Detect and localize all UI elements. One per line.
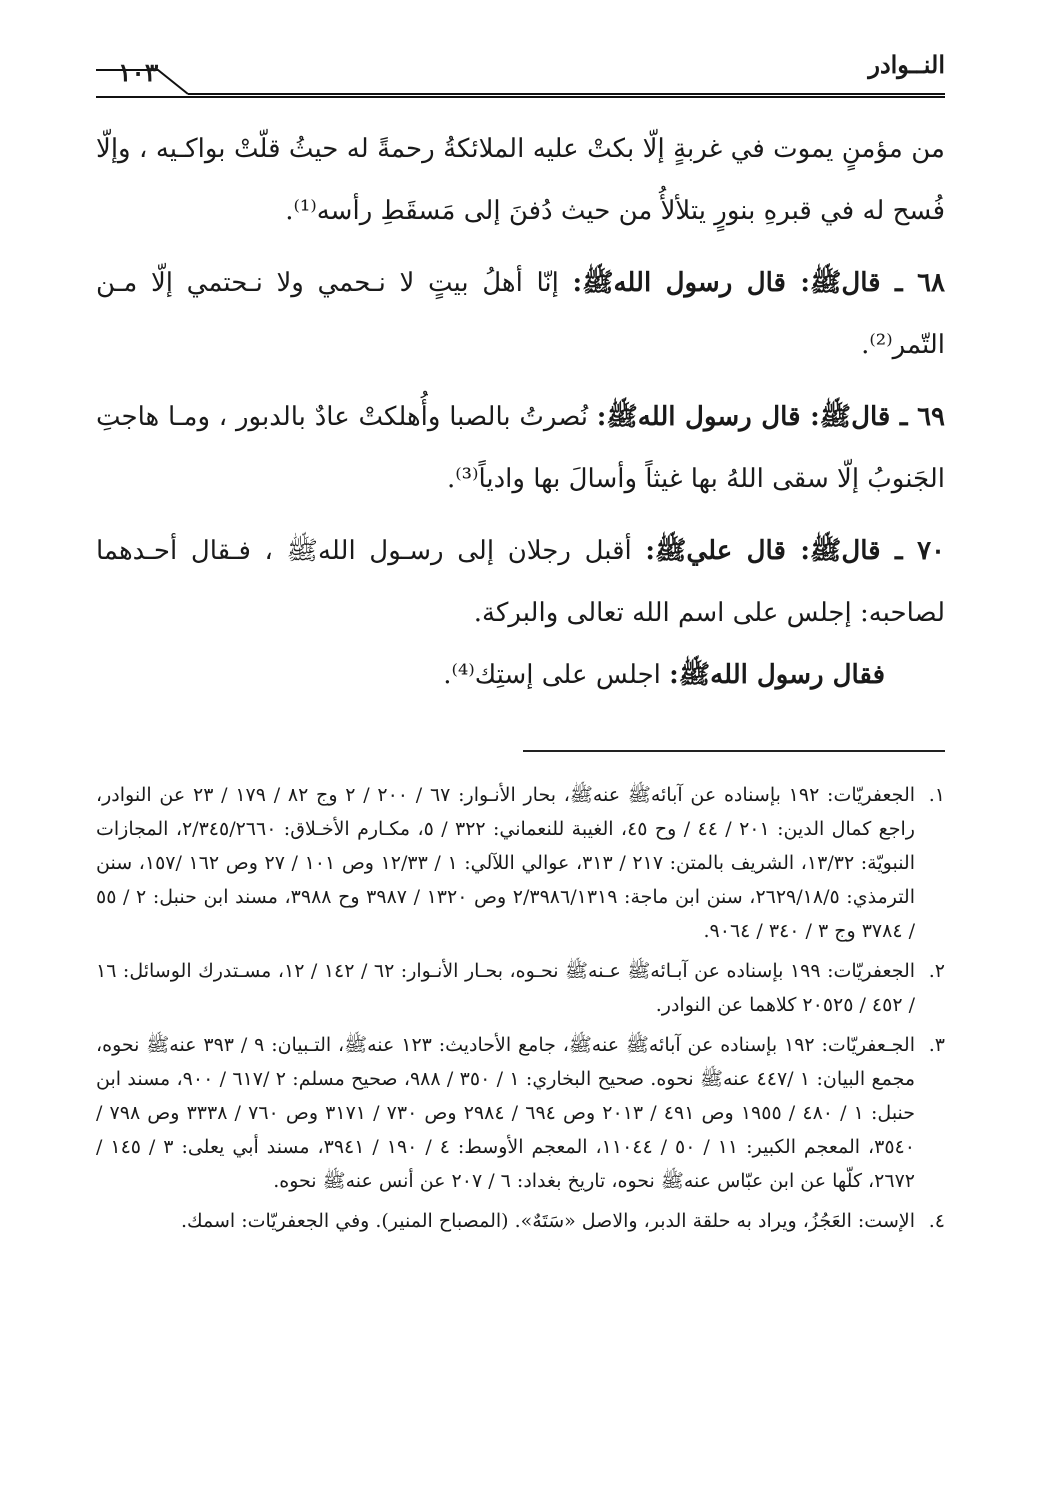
hadith-68-text: إنّا أهلُ بيتٍ لا نـحمي ولا نـحتمي إلّا مـن التّمر⁽²⁾.: [96, 268, 945, 360]
hadith-69-text: نُصرتُ بالصبا وأُهلكتْ عادٌ بالدبور ، ومـا هاجتِ الجَنوبُ إلّا سقى اللهُ بها غيثاً وأسالَ بها وادياً⁽³⁾.: [96, 402, 945, 494]
footnote-text: الإست: العَجُزُ، ويراد به حلقة الدبر، والاصل «سَتَهٌ». (المصباح المنير). وفي الجعفريّات: اسمك.: [180, 1210, 915, 1232]
hadith-70: [96, 520, 945, 644]
hadith-70-reply: [96, 644, 945, 706]
footnotes: [96, 778, 945, 1244]
footnote-4: [96, 1204, 945, 1238]
page-header: [96, 40, 945, 100]
footnote-3: [96, 1028, 945, 1198]
footnote-text: الجعفريّات: ١٩٢ بإسناده عن آبائهﷺ عنهﷺ، بحار الأنـوار: ٦٧ / ٢٠٠ / ٢ وج ٨٢ / ١٧٩ / ٢٣ عن النوادر، راجع كمال الدين: ٢٠١ / ٤٤ / وح ٤٥، الغيبة للنعماني: ٣٢٢ / ٥، مكـارم الأخـلاق: ٢/٣٤٥/٢٦٦٠، المجازات النبويّة: ١٣/٣٢، الشريف بالمتن: ٢١٧ / ٣١٣، عوالي اللآلي: ١ / ١٢/٣٣ وص ١٠١ / ٢٧ وص ١٦٢ /١٥٧، سنن الترمذي: ٢٦٢٩/١٨/٥، سنن ابن ماجة: ٢/٣٩٨٦/١٣١٩ وص ١٣٢٠ / ٣٩٨٧ وح ٣٩٨٨، مسند ابن حنبل: ٢ / ٥٥ / ٣٧٨٤ وج ٣ / ٣٤٠ / ٩٠٦٤.: [96, 784, 916, 942]
running-title: النــوادر: [868, 50, 945, 79]
hadith-70-prefix: ٧٠ ـ قالﷺ: قال عليﷺ:: [645, 536, 945, 566]
hadith-68-prefix: ٦٨ ـ قالﷺ: قال رسول اللهﷺ:: [572, 268, 946, 298]
hadith-68: [96, 252, 945, 376]
hadith-69: [96, 386, 945, 510]
hadith-70-reply-text: اجلس على إستِك⁽⁴⁾.: [443, 660, 661, 690]
footnote-text: الجـعفريّات: ١٩٢ بإسناده عن آبائهﷺ عنهﷺ، جامع الأحاديث: ١٢٣ عنهﷺ، التـبيان: ٩ / ٣٩٣ عنهﷺ نحوه، مجمع البيان: ١ /٤٤٧ عنهﷺ نحوه. صحيح البخاري: ١ / ٣٥٠ / ٩٨٨، صحيح مسلم: ٢ /٦١٧ / ٩٠٠، مسند ابن حنبل: ١ / ٤٨٠ / ١٩٥٥ وص ٤٩١ / ٢٠١٣ وص ٦٩٤ / ٢٩٨٤ وص ٧٣٠ / ٣١٧١ وص ٧٦٠ / ٣٣٣٨ وص ٧٩٨ / ٣٥٤٠، المعجم الكبير: ١١ / ٥٠ / ١١٠٤٤، المعجم الأوسط: ٤ / ١٩٠ / ٣٩٤١، مسند أبي يعلى: ٣ / ١٤٥ / ٢٦٧٢، كلّها عن ابن عبّاس عنهﷺ نحوه، تاريخ بغداد: ٦ / ٢٠٧ عن أنس عنهﷺ نحوه.: [96, 1034, 916, 1192]
footnote-number: ٢.: [928, 960, 945, 982]
footnote-separator: [523, 750, 945, 752]
footnote-number: ٣.: [928, 1034, 945, 1056]
hadith-69-prefix: ٦٩ ـ قالﷺ: قال رسول اللهﷺ:: [596, 402, 946, 432]
hadith-70-reply-prefix: فقال رسول اللهﷺ:: [669, 660, 885, 690]
hadith-70-text: أقبل رجلان إلى رسـول اللهﷺ ، فـقال أحـدهما لصاحبه: إجلس على اسم الله تعالى والبركة.: [96, 536, 945, 628]
footnote-number: ١.: [928, 784, 945, 806]
intro-paragraph: من مؤمنٍ يموت في غربةٍ إلّا بكتْ عليه الملائكةُ رحمةً له حيثُ قلّتْ بواكـيه ، وإلّا فُسح له في قبرهِ بنورٍ يتلألأُ من حيث دُفنَ إلى مَسقَطِ رأسه⁽¹⁾.: [96, 134, 945, 226]
main-text: [96, 118, 945, 706]
footnote-2: [96, 954, 945, 1022]
header-rule-ornament: [96, 40, 945, 100]
page-number: ١٠٣: [118, 58, 159, 87]
footnote-text: الجعفريّات: ١٩٩ بإسناده عن آبـائهﷺ عـنهﷺ نحـوه، بحـار الأنـوار: ٦٢ / ١٤٢ / ١٢، مسـتدرك الوسائل: ١٦ / ٤٥٢ / ٢٠٥٢٥ كلاهما عن النوادر.: [96, 960, 916, 1016]
footnote-1: [96, 778, 945, 948]
footnote-number: ٤.: [928, 1210, 945, 1232]
